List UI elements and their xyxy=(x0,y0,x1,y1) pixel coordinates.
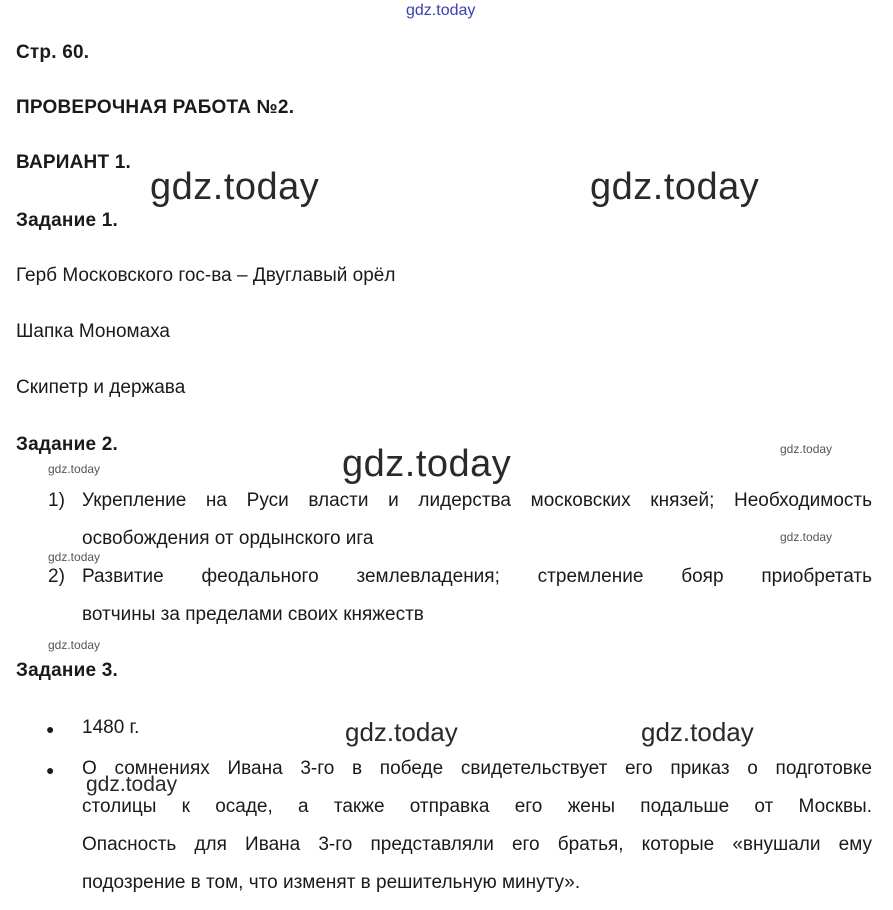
watermark: gdz.today xyxy=(48,638,101,652)
task2-item-line: Развитие феодального землевладения; стремление бояр приобретать xyxy=(82,566,872,587)
watermark: gdz.today xyxy=(641,717,754,747)
watermark: gdz.today xyxy=(590,166,760,208)
watermark: gdz.today xyxy=(86,773,178,796)
bullet-icon: ● xyxy=(46,762,55,778)
task1-line: Скипетр и держава xyxy=(16,377,186,398)
work-title: ПРОВЕРОЧНАЯ РАБОТА №2. xyxy=(16,97,295,118)
watermark: gdz.today xyxy=(780,530,833,544)
watermark: gdz.today xyxy=(345,717,458,747)
variant-title: ВАРИАНТ 1. xyxy=(16,152,131,173)
task3-item-line: О сомнениях Ивана 3-го в победе свидетельствует его приказ о подготовке xyxy=(82,758,872,779)
task2-title: Задание 2. xyxy=(16,434,118,455)
watermark: gdz.today xyxy=(48,462,101,476)
watermark: gdz.today xyxy=(342,443,512,485)
task1-title: Задание 1. xyxy=(16,210,118,231)
task3-item: 1480 г. xyxy=(82,717,140,738)
watermark: gdz.today xyxy=(48,550,101,564)
task2-item-line: вотчины за пределами своих княжеств xyxy=(82,604,424,625)
task3-item-line: Опасность для Ивана 3-го представляли его братья, которые «внушали ему xyxy=(82,834,872,855)
task2-item-line: Укрепление на Руси власти и лидерства московских князей; Необходимость xyxy=(82,490,872,511)
task2-item-line: освобождения от ордынского ига xyxy=(82,528,374,549)
task3-item-line: подозрение в том, что изменят в решительную минуту». xyxy=(82,872,581,893)
task1-line: Шапка Мономаха xyxy=(16,321,170,342)
watermark: gdz.today xyxy=(150,166,320,208)
watermark-top: gdz.today xyxy=(406,2,476,19)
task2-item-number: 1) xyxy=(48,490,65,511)
bullet-icon: ● xyxy=(46,721,55,737)
watermark: gdz.today xyxy=(780,442,833,456)
task3-title: Задание 3. xyxy=(16,660,118,681)
page-number: Стр. 60. xyxy=(16,42,90,63)
task3-item-line: столицы к осаде, а также отправка его жены подальше от Москвы. xyxy=(82,796,872,817)
task2-item-number: 2) xyxy=(48,566,65,587)
task1-line: Герб Московского гос-ва – Двуглавый орёл xyxy=(16,265,396,286)
